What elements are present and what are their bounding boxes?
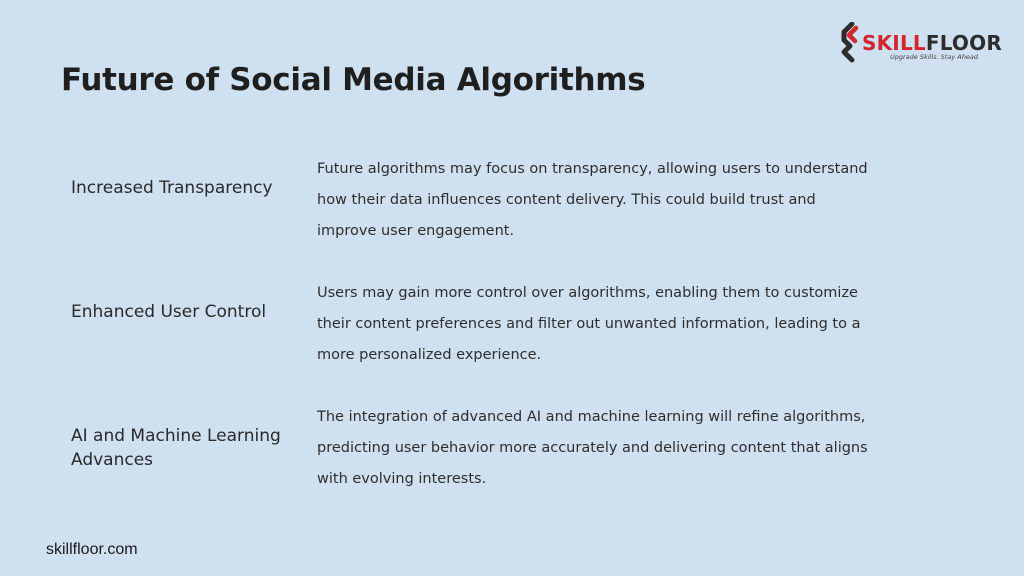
topic-description: Future algorithms may focus on transparency, allowing users to understand how their data influences content delivery. This could build trust and improve user engagement. xyxy=(317,161,868,239)
topic-heading: Increased Transparency xyxy=(71,178,273,198)
page-title: Future of Social Media Algorithms xyxy=(61,62,646,98)
logo-tagline: Upgrade Skills. Stay Ahead. xyxy=(890,53,980,61)
logo-wordmark xyxy=(862,31,1002,55)
logo-word-red-2: KILL xyxy=(876,31,926,55)
topic-description: The integration of advanced AI and machine learning will refine algorithms, predicting user behavior more accurately and delivering content that aligns with evolving interests. xyxy=(317,409,868,487)
logo-word-red: S xyxy=(862,31,877,55)
skillfloor-logo-icon xyxy=(838,22,864,64)
footer-website: skillfloor.com xyxy=(46,541,138,558)
topic-heading: Enhanced User Control xyxy=(71,302,267,322)
skillfloor-logo xyxy=(838,22,1002,66)
topic-heading: AI and Machine Learning Advances xyxy=(71,426,281,470)
logo-word-dark: FLOOR xyxy=(925,31,1002,55)
topic-description: Users may gain more control over algorithms, enabling them to customize their content preferences and filter out unwanted information, leading to a more personalized experience. xyxy=(317,285,861,363)
